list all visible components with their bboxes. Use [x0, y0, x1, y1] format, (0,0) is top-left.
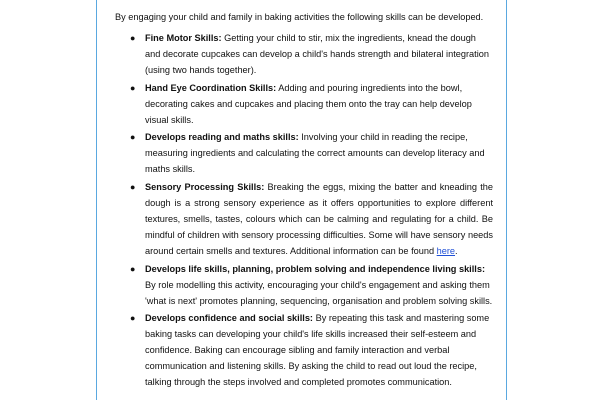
bullet-icon: ●	[130, 313, 136, 324]
skill-text: Breaking the eggs, mixing the batter and kneading the dough is a strong sensory experience as it offers opportunities to explore different textures, smells, tastes, colours which can be calming and regulating for a child. Be mindful of children with sensory processing difficulties. Some will have sensory needs around certain smells and textures. Additional information can be found	[145, 182, 493, 256]
skill-text: Getting your child to stir, mix the ingredients, knead the dough and decorate cupcakes can develop a child's hands strength and bilateral integration (using two hands together).	[145, 33, 489, 75]
intro-paragraph: By engaging your child and family in baking activities the following skills can be developed.	[115, 12, 484, 22]
skill-heading: Develops confidence and social skills:	[145, 313, 313, 324]
skill-item-sensory	[130, 180, 493, 260]
skills-list	[115, 31, 493, 391]
skill-item-fine-motor	[130, 31, 493, 79]
skill-heading: Develops life skills, planning, problem solving and independence living skills:	[145, 263, 486, 274]
skill-text: Adding and pouring ingredients into the bowl, decorating cakes and cupcakes and placing them onto the tray can help develop visual skills.	[145, 82, 472, 125]
skill-heading: Sensory Processing Skills:	[145, 182, 265, 193]
skill-text: Involving your child in reading the recipe, measuring ingredients and calculating the correct amounts can develop literacy and maths skills.	[145, 132, 485, 175]
bullet-icon: ●	[130, 33, 136, 43]
skill-item-hand-eye	[130, 81, 493, 129]
document-page	[96, 0, 507, 400]
skill-text-end: .	[455, 245, 458, 256]
skill-item-reading-maths	[130, 130, 493, 178]
skill-text: By role modelling this activity, encouraging your child's engagement and asking them 'what is next' promotes planning, sequencing, organisation and problem solving skills.	[145, 279, 493, 306]
bullet-icon: ●	[130, 182, 136, 193]
bullet-icon: ●	[130, 132, 136, 143]
additional-info-link[interactable]: here	[436, 245, 456, 256]
skill-heading: Hand Eye Coordination Skills:	[145, 82, 277, 93]
bullet-icon: ●	[130, 263, 136, 274]
bullet-icon: ●	[130, 82, 136, 93]
skill-text: By repeating this task and mastering some baking tasks can developing your child's life skills increased their self-esteem and confidence. Baking can encourage sibling and family interaction and verbal communication and listening skills. By asking the child to read out loud the recipe, talking through the steps involved and completed promotes communication.	[145, 313, 490, 388]
document-content	[115, 8, 493, 393]
skill-heading: Develops reading and maths skills:	[145, 132, 299, 143]
skill-heading: Fine Motor Skills:	[145, 33, 222, 43]
skill-item-life-skills	[130, 262, 493, 310]
skill-item-confidence	[130, 311, 493, 391]
